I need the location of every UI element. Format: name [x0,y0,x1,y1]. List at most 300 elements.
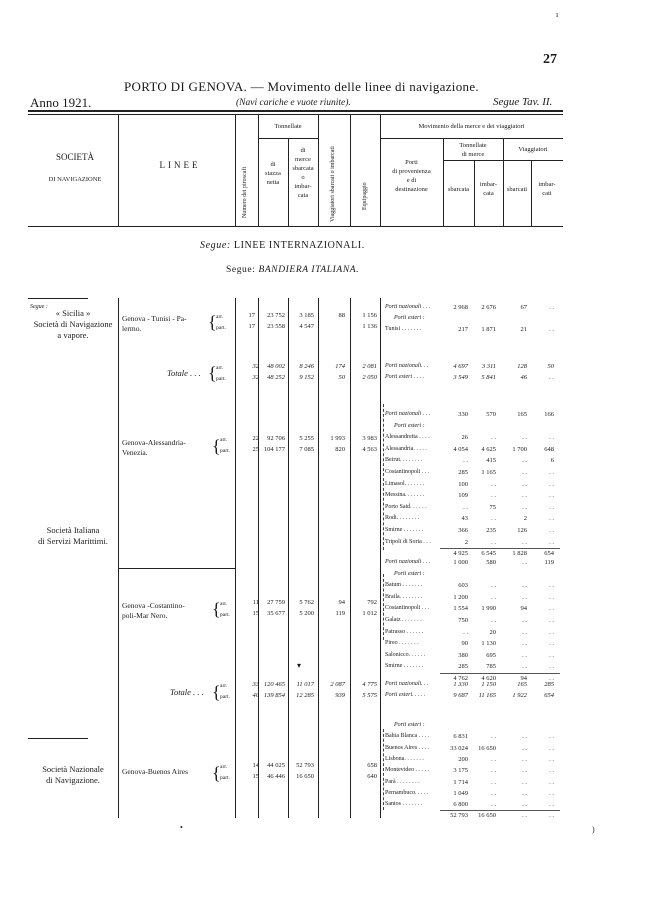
cell: 44 025 [267,762,285,769]
societa-italiana: Società Italiana di Servizi Marittimi. [38,525,108,546]
header-rule [443,160,563,161]
cell: 1 700 [512,445,527,453]
page-number: 27 [543,52,557,67]
cell: 3 311 [481,363,496,370]
port-name: Porti esteri : [394,315,425,321]
part-label: part. [220,775,230,781]
cell: . . [522,480,527,488]
cell: . . [549,744,554,752]
port-name: Alessandria. . . . . [385,445,427,452]
cell: 23 752 [267,312,285,319]
cell: . . [522,812,527,820]
cell: . . [463,628,468,636]
cell: 2 081 [362,363,377,370]
cell: . . [549,733,554,741]
cell: 27 759 [267,599,285,606]
cell: 648 [544,445,554,453]
ink-mark: ı [556,10,559,19]
header-equipaggio: Equipaggio [362,182,368,210]
header-rule [258,138,318,139]
cell: 3 983 [362,435,377,442]
cell: 16 650 [296,773,314,780]
port-name: Salonicco. . . . . . [385,651,426,658]
header-imbarcata: imbar- cata [479,181,498,197]
cell: 21 [520,326,527,333]
cell: 15 [252,773,259,780]
port-name: Limasol. . . . . . . [385,480,425,487]
part-label: part. [220,448,230,454]
port-name: Smirne . . . . . . . [385,527,424,533]
cell: 92 706 [267,435,285,442]
cell: . . [491,733,496,741]
cell: 33 [252,681,259,688]
sum-rule [440,673,560,674]
header-imbarcati: imbar- cati [538,181,556,197]
port-name: Smirne . . . . . . . [385,663,424,670]
cell: 46 446 [267,773,285,780]
header-societa: SOCIETÀ [56,152,94,162]
cell: . . [491,480,496,488]
cell: 1 165 [481,469,496,476]
cell: 32 [252,363,259,370]
col-divider [235,114,236,226]
cell: 33 024 [450,744,468,752]
segue-note: Segue : [30,304,48,310]
port-name: Tripoli di Soria . . . [385,538,431,545]
col-divider [350,114,351,226]
port-name: Bahia Blanca . . . . [385,733,430,740]
group-separator [28,738,88,739]
header-viaggiatori2: Viaggiatori [518,146,548,153]
header-tonnellate: Tonnellate [274,123,302,130]
port-name: Pernambuco. . . . . [385,789,429,796]
cell: . . [522,434,527,442]
cell: 17 [248,312,255,319]
cell: . . [463,503,468,511]
cell: . . [522,651,527,659]
ink-mark: • [180,823,183,832]
cell: . . [491,434,496,442]
cell: 5 200 [299,610,314,617]
cell: . . [463,457,468,465]
cell: 11 017 [296,681,314,688]
cell: 6 545 [481,550,496,558]
part-label: part. [216,325,226,331]
cell: 12 285 [296,692,314,699]
cell: . . [522,582,527,590]
bracket-line [383,574,384,640]
cell: . . [491,582,496,590]
cell: . . [522,593,527,601]
cell: 20 [489,628,496,636]
header-merce: di merce sbarcata o imbar- cata [292,147,314,199]
cell: . . [549,617,554,624]
cell: . . [491,801,496,809]
cell: 200 [458,755,468,763]
cell: 1 990 [481,605,496,613]
cell: . . [549,503,554,511]
body-col-divider [118,298,119,818]
bracket-line [383,729,384,810]
cell: 570 [486,411,496,418]
cell: 2 [464,538,468,546]
ink-mark: ) [592,825,595,834]
cell: . . [522,801,527,809]
cell: 1 993 [330,435,345,442]
cell: 4 625 [481,445,496,453]
cell: 2 [523,515,527,523]
sum-rule [440,810,560,811]
cell: . . [549,651,554,659]
header-di-navigazione: DI NAVIGAZIONE [48,176,102,183]
cell: . . [522,538,527,546]
cell: 94 [520,675,527,682]
cell: 166 [544,411,554,418]
cell: . . [549,628,554,636]
cell: . . [549,675,554,682]
port-name: Costantinopoli . . . [385,605,430,612]
section-linee-internazionali: Segue: LINEE INTERNAZIONALI. [200,240,365,251]
header-movimento: Movimento della merce e dei viaggiatori [418,123,525,130]
header-rule [380,138,563,139]
cell: 104 177 [263,446,285,453]
port-name: Buenos Aires . . . . [385,744,430,751]
port-name: Pireo . . . . . . . [385,640,419,647]
header-stazza: di stazza netta [265,161,281,186]
cell: 23 558 [267,323,285,330]
cell: 1 012 [362,610,377,617]
cell: . . [549,374,554,381]
cell: 88 [338,312,345,319]
cell: 3 175 [453,767,468,775]
port-name: Porti nazionali. . . [385,681,429,687]
cell: . . [549,434,554,442]
cell: . . [491,778,496,786]
cell: 580 [486,559,496,566]
group-separator [28,298,88,299]
header-porti: Porti di provenienza e di destinazione [392,159,431,193]
header-viaggiatori: Viaggiatori sbarcati o imbarcati [330,146,336,222]
cell: 1 714 [453,778,468,786]
port-name: Patrasso . . . . . . [385,628,423,635]
cell: 285 [458,663,468,671]
top-rule [28,110,563,112]
cell: . . [549,767,554,775]
page-title: PORTO DI GENOVA. — Movimento delle linee di navigazione. [124,79,479,94]
cell: 217 [458,326,468,333]
societa-sicilia: « Sicilia » Società di Navigazione a vapore. [33,308,113,340]
port-name: Santos . . . . . . . [385,801,423,808]
cell: 1 200 [453,593,468,601]
cell: 14 [252,762,259,769]
cell: . . [491,593,496,601]
cell: 3 185 [299,312,314,319]
cell: 695 [486,651,496,659]
cell: 4 925 [453,550,468,558]
port-name: Porti nazionali . . . [385,411,431,417]
cell: 8 246 [299,363,314,370]
cell: 654 [544,692,554,699]
header-linee: LINEE [159,160,201,170]
year-label: Anno 1921. [30,95,92,110]
cell: . . [522,503,527,511]
cell: 26 [461,434,468,442]
port-name: Messina. . . . . . . [385,492,425,499]
cell: . . [491,515,496,523]
cell: 1 156 [362,312,377,319]
cell: 119 [544,559,554,566]
header-numero-piroscafi: Numero dei piroscafi [242,167,248,218]
header-tonn-merce: Tonnellate di merce [459,142,487,158]
cell: 94 [338,599,345,606]
cell: 640 [367,773,377,780]
cell: 43 [461,515,468,523]
col-divider [118,114,119,226]
cell: 5 762 [299,599,314,606]
cell: . . [522,744,527,752]
top-rule-thin [28,114,563,115]
cell: 40 [252,692,259,699]
cell: 235 [486,527,496,534]
port-name: Parà . . . . . . . . [385,778,420,785]
cell: . . [549,582,554,590]
cell: 6 [550,457,554,465]
cell: . . [549,640,554,648]
cell: 126 [517,527,527,534]
cell: 119 [335,610,345,617]
cell: 50 [547,363,554,370]
cell: 32 [252,374,259,381]
port-name: Braila. . . . . . . . [385,593,423,600]
cell: 174 [335,363,345,370]
cell: 17 [248,323,255,330]
cell: . . [549,801,554,809]
cell: 7 085 [299,446,314,453]
cell: 6 800 [453,801,468,809]
arr-label: arr. [220,683,228,689]
cell: . . [522,628,527,636]
cell: 658 [367,762,377,769]
cell: 90 [461,640,468,648]
cell: . . [522,457,527,465]
port-name: Porti esteri. . . . . [385,692,426,698]
arr-label: arr. [220,437,228,443]
cell: . . [491,767,496,775]
cell: 5 841 [481,374,496,381]
cell: . . [491,755,496,763]
cell: . . [549,605,554,613]
cell: 1 049 [453,789,468,797]
cell: 11 165 [478,692,496,699]
cell: 128 [517,363,527,370]
cell: . . [549,538,554,546]
cell: 6 831 [453,733,468,741]
port-name: Porti esteri : [394,422,425,429]
cell: 100 [458,480,468,488]
cell: 1 330 [453,681,468,688]
port-name: Costantinopoli . . . [385,469,430,475]
port-name: Galatz . . . . . . . [385,617,422,623]
cell: 4 775 [362,681,377,688]
cell: . . [491,617,496,624]
cell: . . [549,304,554,311]
cell: 285 [544,681,554,688]
port-name: Rodi. . . . . . . . [385,515,420,522]
cell: 48 002 [267,363,285,370]
cell: . . [549,755,554,763]
arr-label: arr. [220,764,228,770]
cell: 2 676 [481,304,496,311]
cell: 9 152 [299,374,314,381]
cell: 603 [458,582,468,590]
cell: 48 252 [267,374,285,381]
port-name: Alessandretta . . . . [385,434,430,441]
cell: . . [522,778,527,786]
header-sbarcata: sbarcata [447,186,470,193]
port-name: Lisbona. . . . . . . [385,755,424,762]
port-name: Batum . . . . . . . [385,582,422,589]
cell: 1 554 [453,605,468,613]
col-divider [318,114,319,226]
body-col-divider [380,298,381,818]
cell: . . [549,492,554,500]
line-genova-tunisi: Genova - Tunisi - Pa- lermo. [122,314,187,333]
line-genova-buenos-aires: Genova-Buenos Aires [122,767,189,776]
cell: . . [549,515,554,523]
cell: . . [522,492,527,500]
cell: 67 [520,304,527,311]
cell: . . [549,778,554,786]
cell: 2 968 [453,304,468,311]
cell: 16 650 [478,744,496,752]
cell: 1 136 [362,323,377,330]
cell: 1 130 [481,640,496,648]
brace: { [208,312,217,332]
cell: 94 [520,605,527,613]
port-name: Porti nazionali . . . [385,559,431,565]
group-separator [118,568,235,569]
cell: . . [522,559,527,566]
cell: 792 [367,599,377,606]
totale-label: Totale . . . [167,368,201,378]
cell: 75 [489,503,496,511]
port-name: Tunisi . . . . . . . [385,326,422,332]
cell: . . [549,789,554,797]
cell: . . [522,789,527,797]
cell: 285 [458,469,468,476]
cell: 2 087 [330,681,345,688]
cell: 785 [486,663,496,671]
societa-nazionale: Società Nazionale di Navigazione. [42,764,104,785]
port-name: Porti nazionali . . . [385,304,431,310]
cell: . . [522,640,527,648]
brace: { [208,363,217,383]
cell: 4 547 [299,323,314,330]
port-name: Montevideo . . . . . [385,767,429,774]
cell: 52 793 [296,762,314,769]
cell: 5 255 [299,435,314,442]
cell: . . [522,617,527,624]
cell: 330 [458,411,468,418]
cell: . . [549,326,554,333]
cell: 1 150 [481,681,496,688]
cell: 820 [335,446,345,453]
cell: 9 687 [453,692,468,699]
part-label: part. [220,612,230,618]
table-reference: Segue Tav. II. [493,96,553,108]
cell: . . [491,789,496,797]
cell: 11 [252,599,259,606]
cell: 22 [252,435,259,442]
cell: . . [549,593,554,601]
cell: 165 [517,411,527,418]
cell: . . [549,812,554,820]
cell: 46 [520,374,527,381]
brace: { [212,436,221,456]
section-bandiera-italiana: Segue: BANDIERA ITALIANA. [226,265,360,275]
port-name: Porti esteri : [394,570,425,577]
cell: 4 697 [453,363,468,370]
cell: 380 [458,651,468,659]
port-name: Porti esteri : [394,722,425,728]
cell: 165 [517,681,527,688]
cell: 654 [544,550,554,558]
cell: 2 050 [362,374,377,381]
line-genova-alessandria: Genova-Alessandria- Venezia. [122,438,186,457]
port-name: Porto Said. . . . . . [385,503,427,510]
cell: . . [549,527,554,534]
part-label: part. [220,694,230,700]
bracket-line [383,404,384,550]
cell: 139 854 [263,692,285,699]
cell: . . [522,767,527,775]
cell: 5 575 [362,692,377,699]
arr-label: arr. [216,314,224,320]
cell: 3 549 [453,374,468,381]
line-genova-costantinopoli: Genova -Costantino- poli-Mar Nero. [122,601,185,620]
cell: . . [491,538,496,546]
totale-label: Totale . . . [170,687,204,697]
cell: 366 [458,527,468,534]
cell: 4 762 [453,675,468,682]
cell: 4 620 [481,675,496,682]
cell: 52 793 [450,812,468,820]
header-sbarcati: sbarcati [506,186,528,193]
brace: { [212,682,221,702]
port-name: Porti nazionali. . . [385,363,429,369]
cell: . . [549,480,554,488]
cell: 15 [252,610,259,617]
cell: 120 465 [263,681,285,688]
arr-label: arr. [220,601,228,607]
arr-label: arr. [216,365,224,371]
cell: . . [549,469,554,476]
sum-rule [440,548,560,549]
cell: 35 677 [267,610,285,617]
cell: 1 922 [512,692,527,699]
cell: . . [549,663,554,671]
header-bottom-rule [28,226,563,227]
cell: 4 563 [362,446,377,453]
cell: 1 000 [453,559,468,566]
cell: . . [522,733,527,741]
cell: 1 828 [512,550,527,558]
part-label: part. [216,376,226,382]
cell: 109 [458,492,468,500]
cell: . . [522,469,527,476]
cell: 750 [458,617,468,624]
cell: . . [522,755,527,763]
